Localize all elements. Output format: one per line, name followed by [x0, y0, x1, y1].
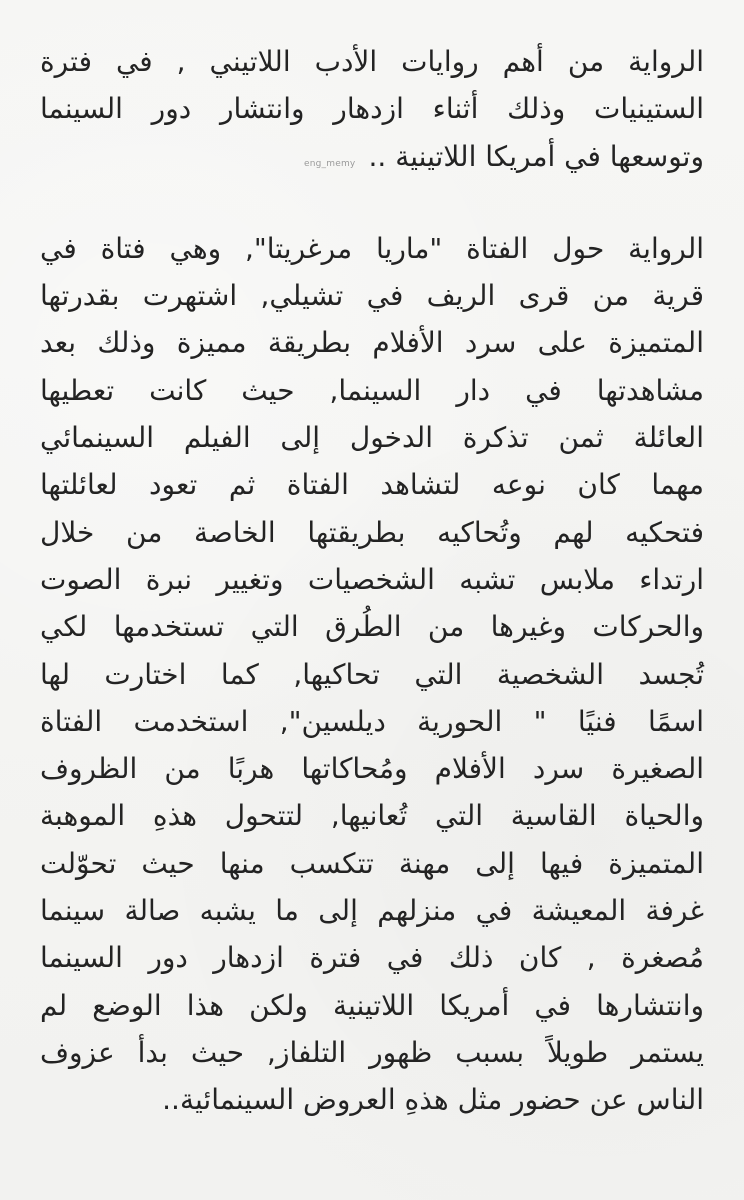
text-line: وانتشارها في أمريكا اللاتينية ولكن هذا الوضع لم	[40, 988, 704, 1022]
paragraph-gap	[40, 180, 704, 225]
story-paragraph	[40, 225, 704, 1124]
text-line: غرفة المعيشة في منزلهم إلى ما يشبه صالة سينما	[40, 894, 704, 928]
text-line: الستينيات وذلك أثناء ازدهار وانتشار دور السينما	[40, 92, 704, 126]
text-line: العائلة ثمن تذكرة الدخول إلى الفيلم السينمائي	[40, 421, 704, 455]
watermark-text: eng_memy	[304, 159, 356, 169]
text-line: مشاهدتها في دار السينما, حيث كانت تعطيها	[40, 373, 704, 407]
text-line: مهما كان نوعه لتشاهد الفتاة ثم تعود لعائلتها	[40, 468, 704, 502]
text-line: الرواية من أهم روايات الأدب اللاتيني , في فترة	[40, 45, 704, 78]
intro-paragraph	[40, 38, 704, 180]
text-line: الرواية حول الفتاة "ماريا مرغريتا", وهي فتاة في	[40, 231, 704, 265]
text-line: فتحكيه لهم وتُحاكيه بطريقتها الخاصة من خلال	[40, 515, 704, 549]
text-line: والحياة القاسية التي تُعانيها, لتتحول هذهِ الموهبة	[40, 799, 704, 833]
text-line: الصغيرة سرد الأفلام ومُحاكاتها هربًا من الظروف	[40, 752, 704, 786]
text-line: قرية من قرى الريف في تشيلي, اشتهرت بقدرتها	[40, 279, 704, 313]
text-line: المتميزة على سرد الأفلام بطريقة مميزة وذلك بعد	[40, 326, 704, 360]
text-line: والحركات وغيرها من الطُرق التي تستخدمها لكي	[40, 610, 704, 644]
text-line: المتميزة فيها إلى مهنة تتكسب منها حيث تحوّلت	[40, 846, 704, 880]
text-line: الناس عن حضور مثل هذهِ العروض السينمائية..	[162, 1083, 704, 1117]
text-line: تُجسد الشخصية التي تحاكيها, كما اختارت لها	[40, 657, 704, 691]
text-line: يستمر طويلاً بسبب ظهور التلفاز, حيث بدأ عزوف	[40, 1035, 704, 1069]
text-line: ارتداء ملابس تشبه الشخصيات وتغيير نبرة الصوت	[40, 562, 704, 596]
document-body	[40, 38, 704, 1124]
text-line: اسمًا فنيًا " الحورية ديلسين", استخدمت الفتاة	[40, 704, 704, 738]
text-line: وتوسعها في أمريكا اللاتينية ..	[368, 139, 704, 173]
text-line: مُصغرة , كان ذلك في فترة ازدهار دور السينما	[40, 941, 704, 975]
